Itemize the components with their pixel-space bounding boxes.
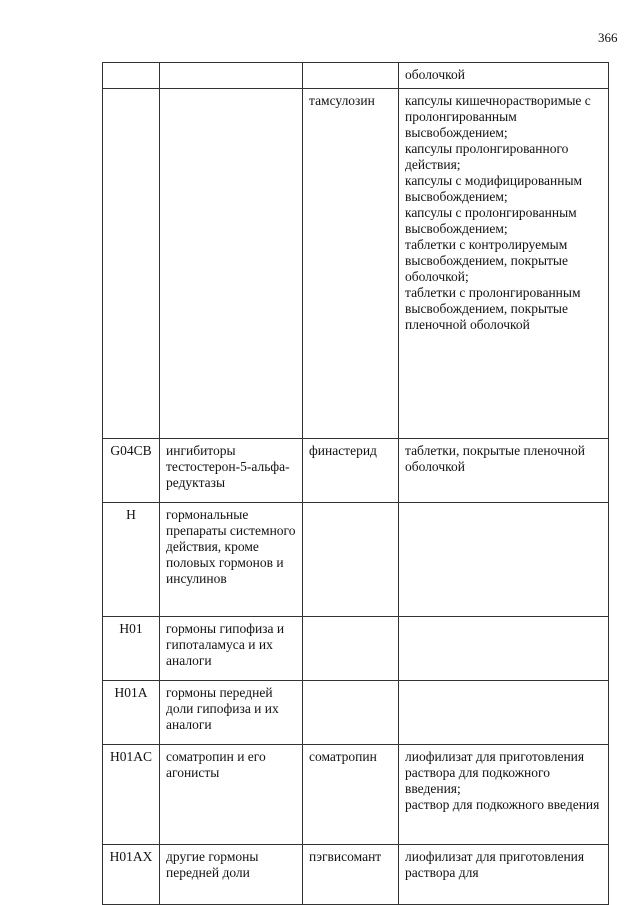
pharmacological-group-cell xyxy=(160,63,303,89)
drug-name-cell xyxy=(303,503,399,617)
dosage-form-item: капсулы с модифицированным высвобождением; xyxy=(405,173,583,204)
dosage-forms-cell xyxy=(399,503,609,617)
table-row xyxy=(103,681,609,745)
dosage-form-item: таблетки, покрытые пленочной оболочкой xyxy=(405,443,586,474)
drug-table-body xyxy=(103,63,609,905)
drug-name-cell: пэгвисомант xyxy=(303,845,399,905)
dosage-form-item: раствор для подкожного введения xyxy=(405,797,600,812)
table-row xyxy=(103,439,609,503)
dosage-forms-cell xyxy=(399,89,609,439)
drug-name-cell xyxy=(303,681,399,745)
table-row xyxy=(103,617,609,681)
dosage-form-item: таблетки с пролонгированным высвобождением, покрытые пленочной оболочкой xyxy=(405,285,581,332)
dosage-form-item: капсулы с пролонгированным высвобождением; xyxy=(405,205,577,236)
table-row xyxy=(103,63,609,89)
dosage-forms-cell xyxy=(399,617,609,681)
dosage-forms-cell xyxy=(399,439,609,503)
dosage-form-item: капсулы кишечнорастворимые с пролонгированным высвобождением; xyxy=(405,93,591,140)
pharmacological-group-cell: гормоны передней доли гипофиза и их аналоги xyxy=(160,681,303,745)
pharmacological-group-cell: ингибиторы тестостерон-5-альфа-редуктазы xyxy=(160,439,303,503)
dosage-form-item: таблетки с контролируемым высвобождением, покрытые оболочкой; xyxy=(405,237,568,284)
table-row xyxy=(103,89,609,439)
atc-code-cell xyxy=(103,89,160,439)
atc-code-cell: H xyxy=(103,503,160,617)
atc-code-cell: H01 xyxy=(103,617,160,681)
dosage-forms-cell xyxy=(399,845,609,905)
drug-name-cell: соматропин xyxy=(303,745,399,845)
dosage-form-item: лиофилизат для приготовления раствора для подкожного введения; xyxy=(405,749,585,796)
atc-code-cell xyxy=(103,63,160,89)
dosage-form-item: капсулы пролонгированного действия; xyxy=(405,141,569,172)
table-row xyxy=(103,503,609,617)
atc-code-cell: H01A xyxy=(103,681,160,745)
drug-name-cell xyxy=(303,63,399,89)
pharmacological-group-cell xyxy=(160,89,303,439)
table-row xyxy=(103,845,609,905)
drug-name-cell xyxy=(303,617,399,681)
dosage-forms-cell xyxy=(399,681,609,745)
dosage-form-item: оболочкой xyxy=(405,67,465,82)
atc-code-cell: G04CB xyxy=(103,439,160,503)
dosage-forms-cell xyxy=(399,745,609,845)
atc-code-cell: H01AC xyxy=(103,745,160,845)
drug-name-cell: финастерид xyxy=(303,439,399,503)
atc-code-cell: H01AX xyxy=(103,845,160,905)
pharmacological-group-cell: гормональные препараты системного действия, кроме половых гормонов и инсулинов xyxy=(160,503,303,617)
pharmacological-group-cell: гормоны гипофиза и гипоталамуса и их аналоги xyxy=(160,617,303,681)
table-row xyxy=(103,745,609,845)
drug-table-container xyxy=(102,62,608,905)
drug-name-cell: тамсулозин xyxy=(303,89,399,439)
pharmacological-group-cell: соматропин и его агонисты xyxy=(160,745,303,845)
drug-table xyxy=(102,62,609,905)
dosage-form-item: лиофилизат для приготовления раствора для xyxy=(405,849,585,880)
page-number: 366 xyxy=(598,30,618,45)
pharmacological-group-cell: другие гормоны передней доли xyxy=(160,845,303,905)
dosage-forms-cell xyxy=(399,63,609,89)
